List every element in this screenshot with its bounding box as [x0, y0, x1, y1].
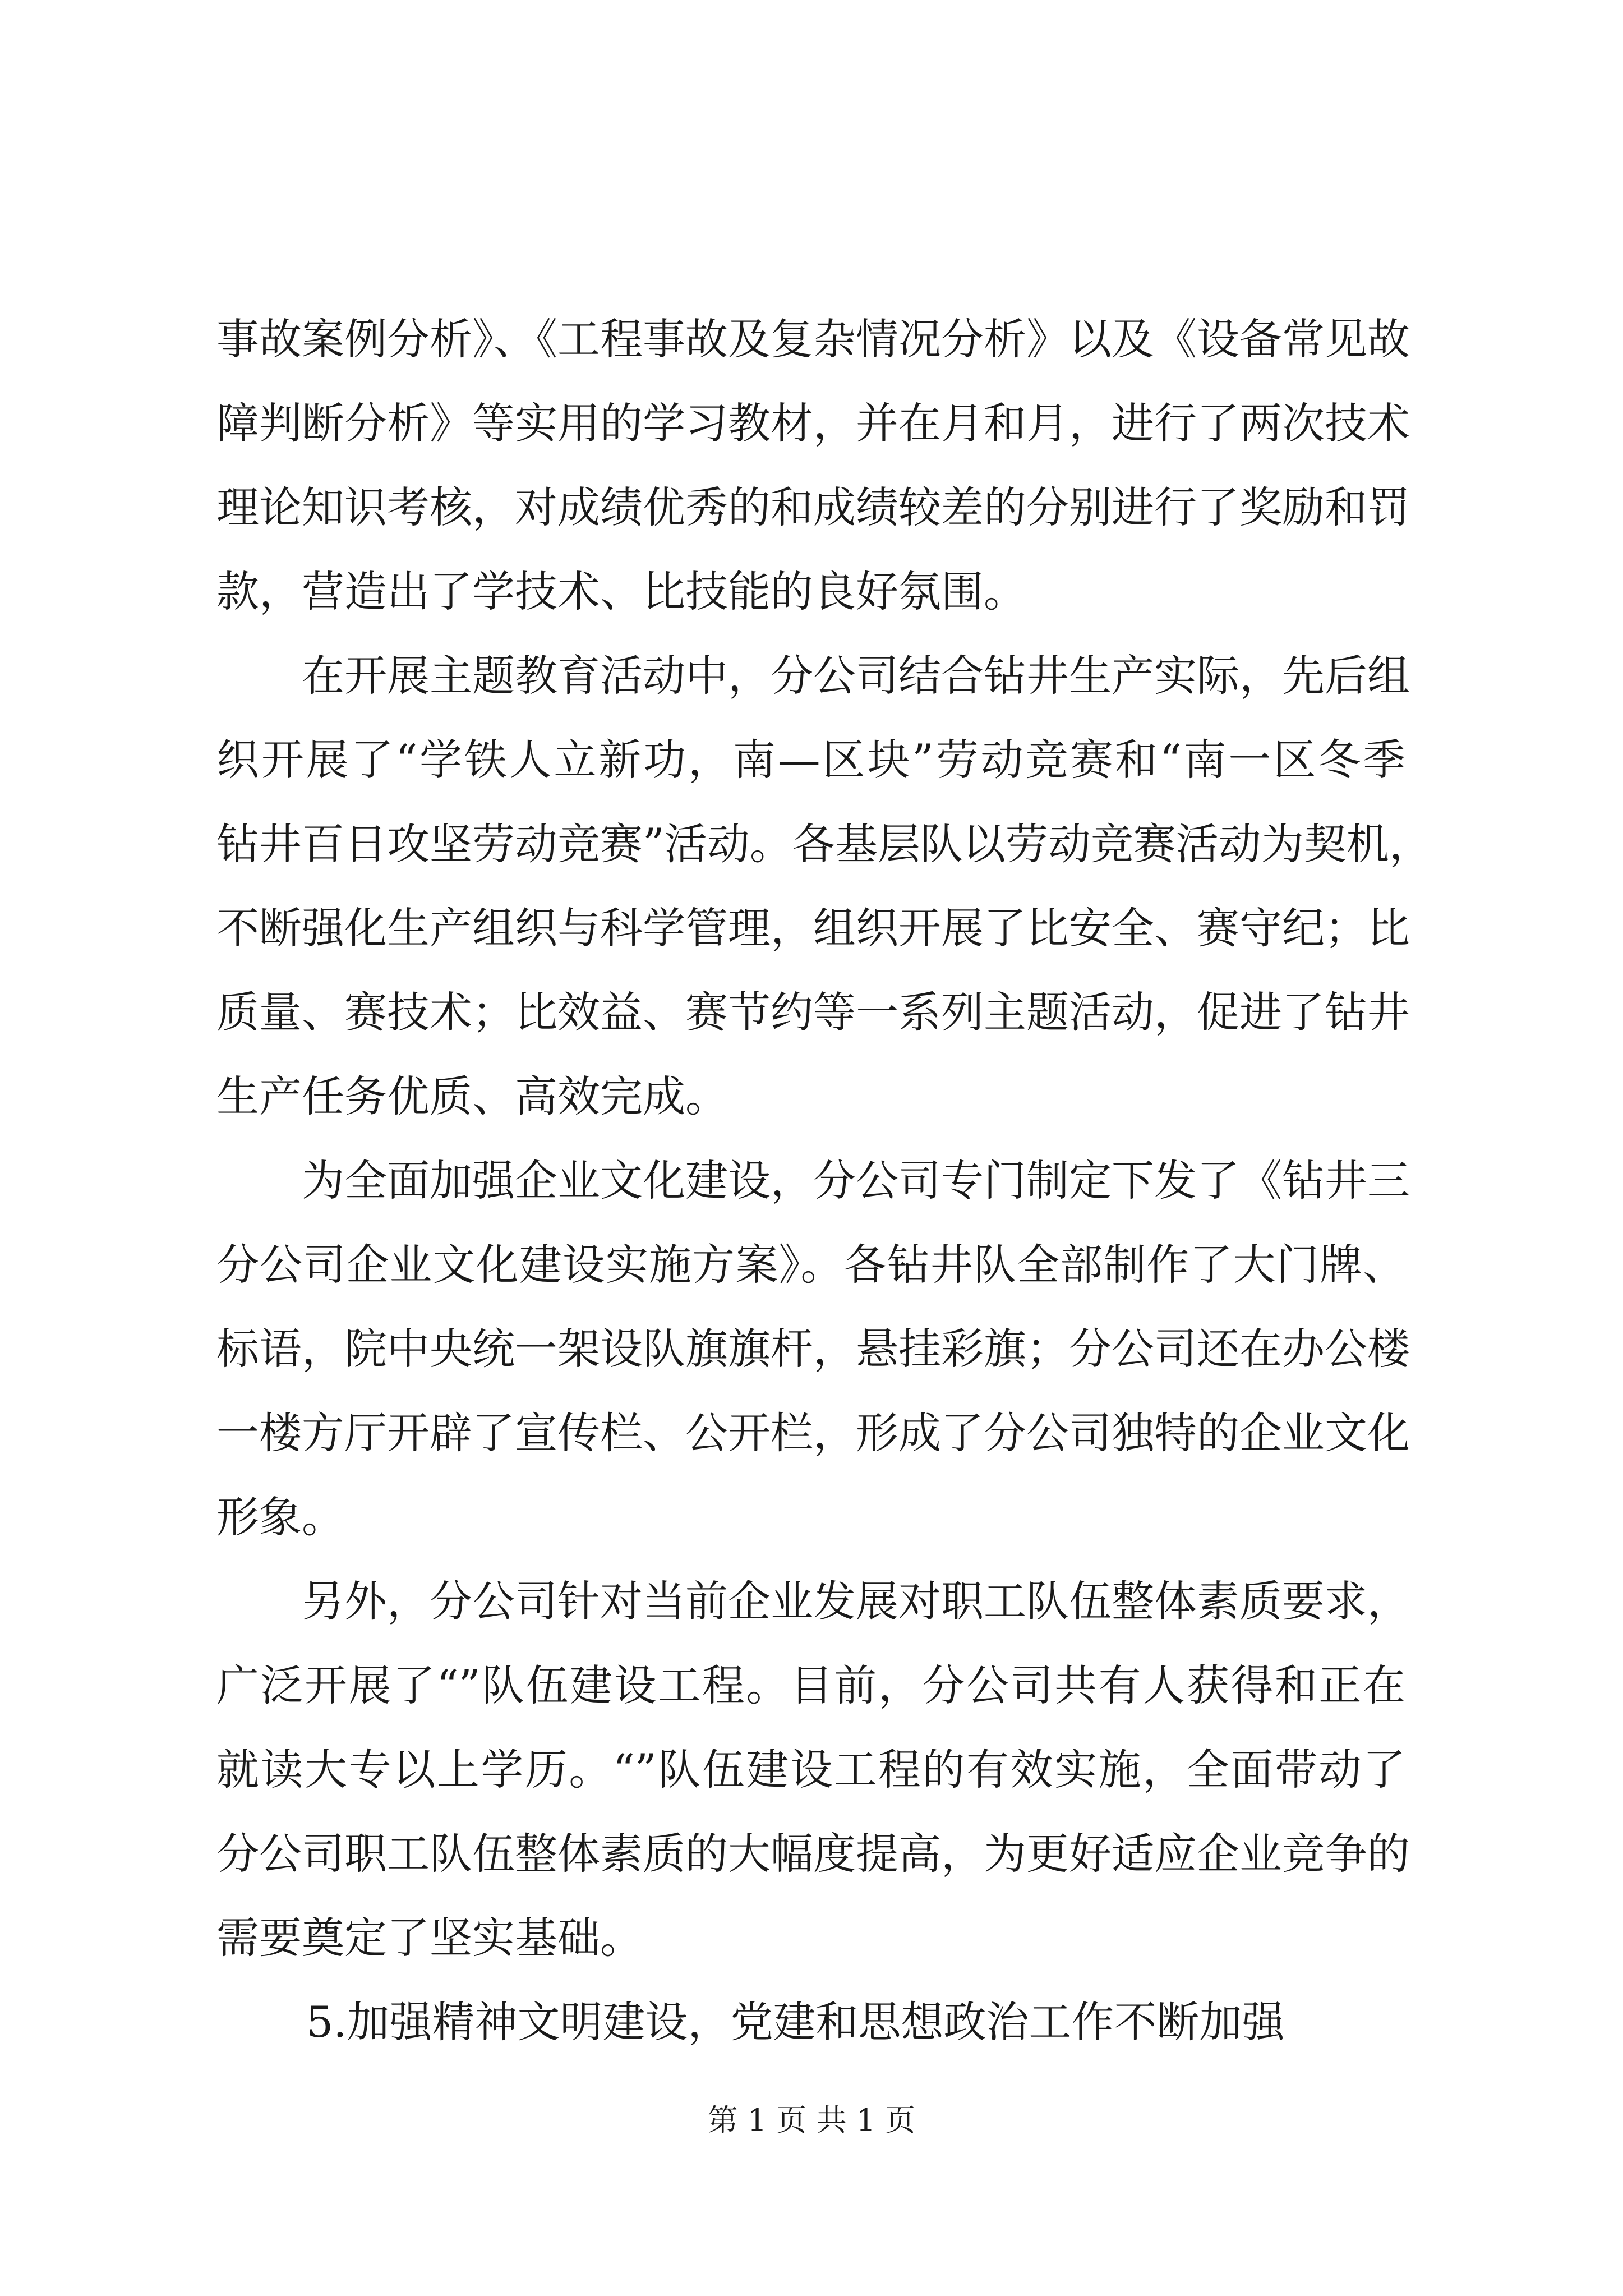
text-line: 形象。	[216, 1492, 344, 1542]
text-line: 事故案例分析》、《工程事故及复杂情况分析》以及《设备常见故	[216, 314, 1410, 364]
document-body	[216, 297, 1432, 2064]
text-line: 不断强化生产组织与科学管理，组织开展了比安全、赛守纪；比	[216, 903, 1410, 953]
text-line: 一楼方厅开辟了宣传栏、公开栏，形成了分公司独特的企业文化	[216, 1408, 1410, 1458]
page-footer	[0, 2101, 1623, 2140]
text-line: 钻井百日攻坚劳动竞赛”活动。各基层队以劳动竞赛活动为契机，	[216, 819, 1432, 869]
text-line: 就读大专以上学历。“”队伍建设工程的有效实施，全面带动了	[216, 1745, 1405, 1795]
paragraph-first-line: 在开展主题教育活动中，分公司结合钻井生产实际，先后组	[302, 651, 1410, 701]
text-line: 需要奠定了坚实基础。	[216, 1913, 643, 1963]
section-heading: 5.加强精神文明建设，党建和思想政治工作不断加强	[306, 1997, 1285, 2047]
text-line: 生产任务优质、高效完成。	[216, 1071, 728, 1121]
text-line: 分公司企业文化建设实施方案》。各钻井队全部制作了大门牌、	[216, 1240, 1405, 1290]
text-line: 织开展了“学铁人立新功，南—区块”劳动竞赛和“南一区冬季	[216, 735, 1405, 785]
text-line: 障判断分析》等实用的学习教材，并在月和月，进行了两次技术	[216, 398, 1410, 448]
text-line: 款，营造出了学技术、比技能的良好氛围。	[216, 567, 1026, 616]
text-line: 分公司职工队伍整体素质的大幅度提高，为更好适应企业竞争的	[216, 1829, 1410, 1879]
text-line: 质量、赛技术；比效益、赛节约等一系列主题活动，促进了钻井	[216, 987, 1410, 1037]
text-line: 标语，院中央统一架设队旗旗杆，悬挂彩旗；分公司还在办公楼	[216, 1324, 1410, 1374]
text-line: 理论知识考核，对成绩优秀的和成绩较差的分别进行了奖励和罚	[216, 482, 1410, 532]
paragraph-first-line: 另外，分公司针对当前企业发展对职工队伍整体素质要求，	[302, 1576, 1410, 1626]
text-line: 广泛开展了“”队伍建设工程。目前，分公司共有人获得和正在	[216, 1660, 1405, 1710]
paragraph-first-line: 为全面加强企业文化建设，分公司专门制定下发了《钻井三	[302, 1156, 1410, 1205]
page-number-label: 第 1 页 共 1 页	[707, 2102, 916, 2138]
